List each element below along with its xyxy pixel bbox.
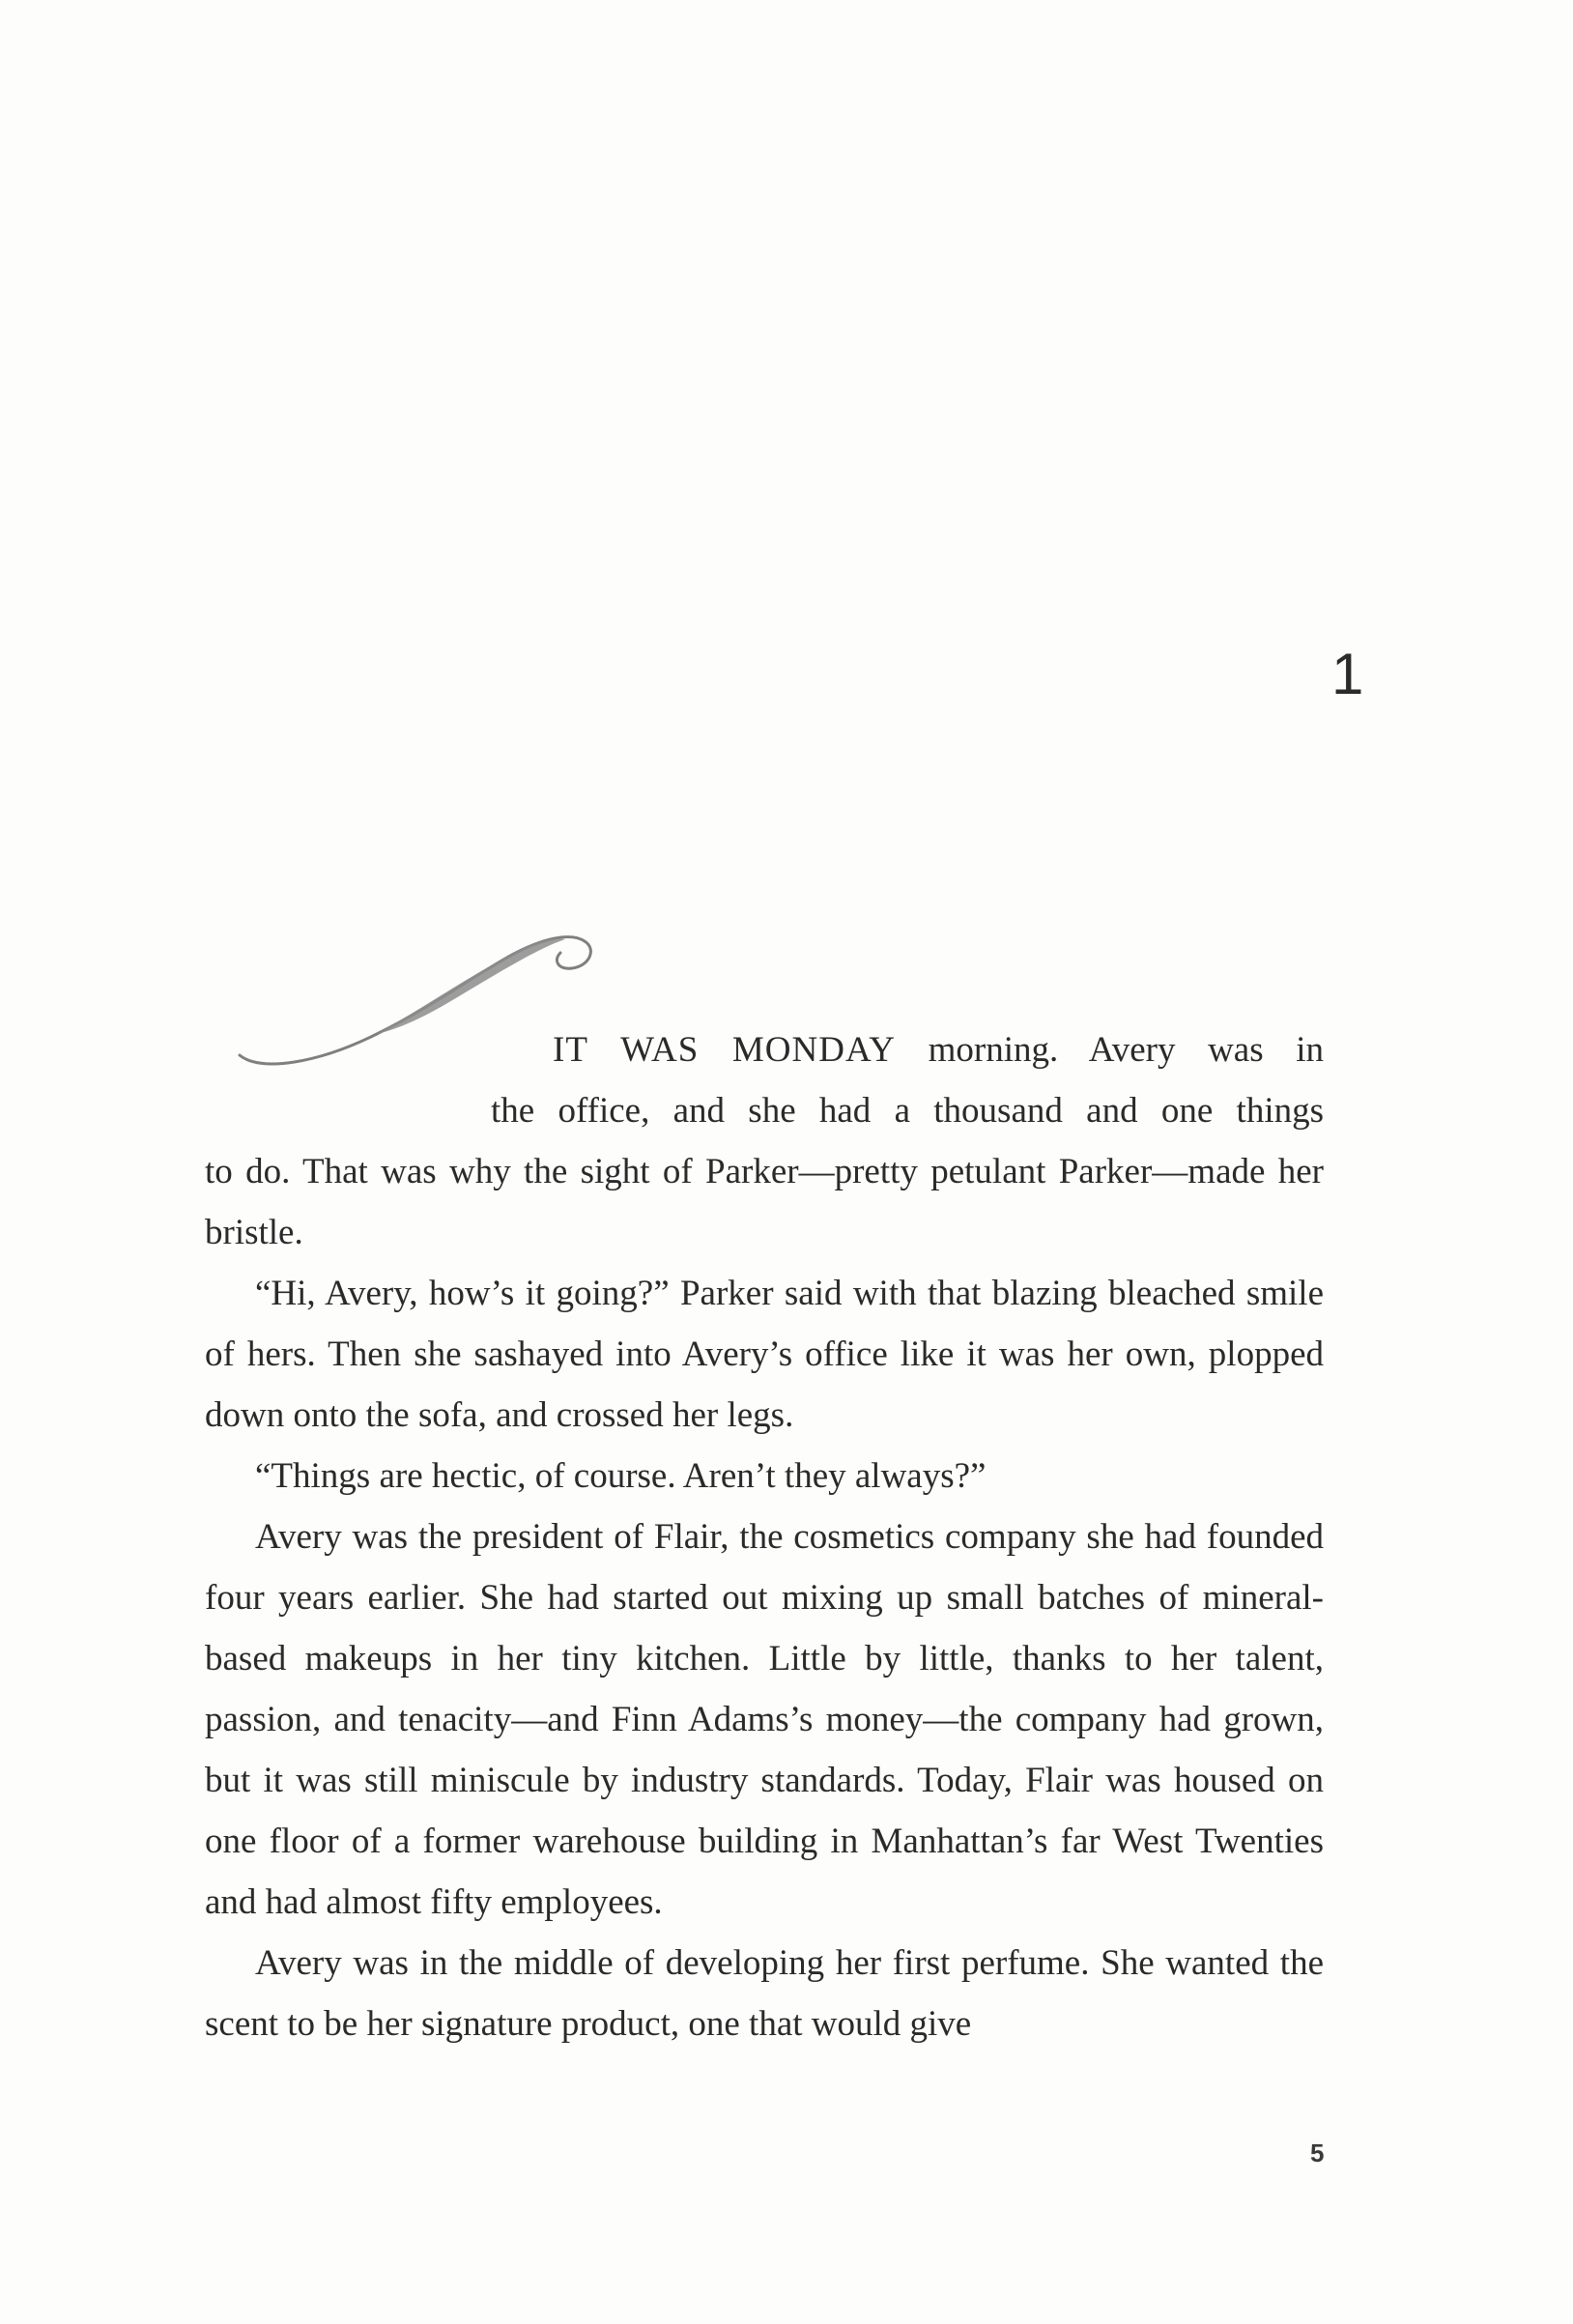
opening-paragraph [205, 1019, 1324, 1263]
paragraph: Avery was in the middle of developing her first perfume. She wanted the scent to be her signature product, one that would give [205, 1943, 1324, 2044]
paragraph: “Hi, Avery, how’s it going?” Parker said with that blazing bleached smile of hers. Then she sashayed into Avery’s office like it was her own, plopped down onto the sofa, and crossed her legs. [205, 1274, 1324, 1435]
opening-rest: to do. That was why the sight of Parker—pretty petulant Parker—made her bristle. [205, 1152, 1324, 1252]
opening-line-2: the office, and she had a thousand and one things [491, 1091, 1324, 1131]
opening-line-1 [553, 1019, 1324, 1080]
page-number: 5 [1310, 2138, 1325, 2167]
paragraph: “Things are hectic, of course. Aren’t they always?” [255, 1456, 987, 1496]
opening-line-1-rest: morning. Avery was in [896, 1030, 1324, 1070]
opening-caps: IT WAS MONDAY [553, 1030, 896, 1070]
chapter-body [205, 1019, 1324, 2054]
chapter-number: 1 [1331, 642, 1364, 706]
paragraph: Avery was the president of Flair, the cosmetics company she had founded four years earlier. She had started out mixing up small batches of mineral-based makeups in her tiny kitchen. Little by little, thanks to her talent, passion, and tenacity—and Finn Adams’s money—the company had grown, but it was still miniscule by industry standards. Today, Flair was housed on one floor of a former warehouse building in Manhattan’s far West Twenties and had almost fifty employees. [205, 1517, 1324, 1922]
